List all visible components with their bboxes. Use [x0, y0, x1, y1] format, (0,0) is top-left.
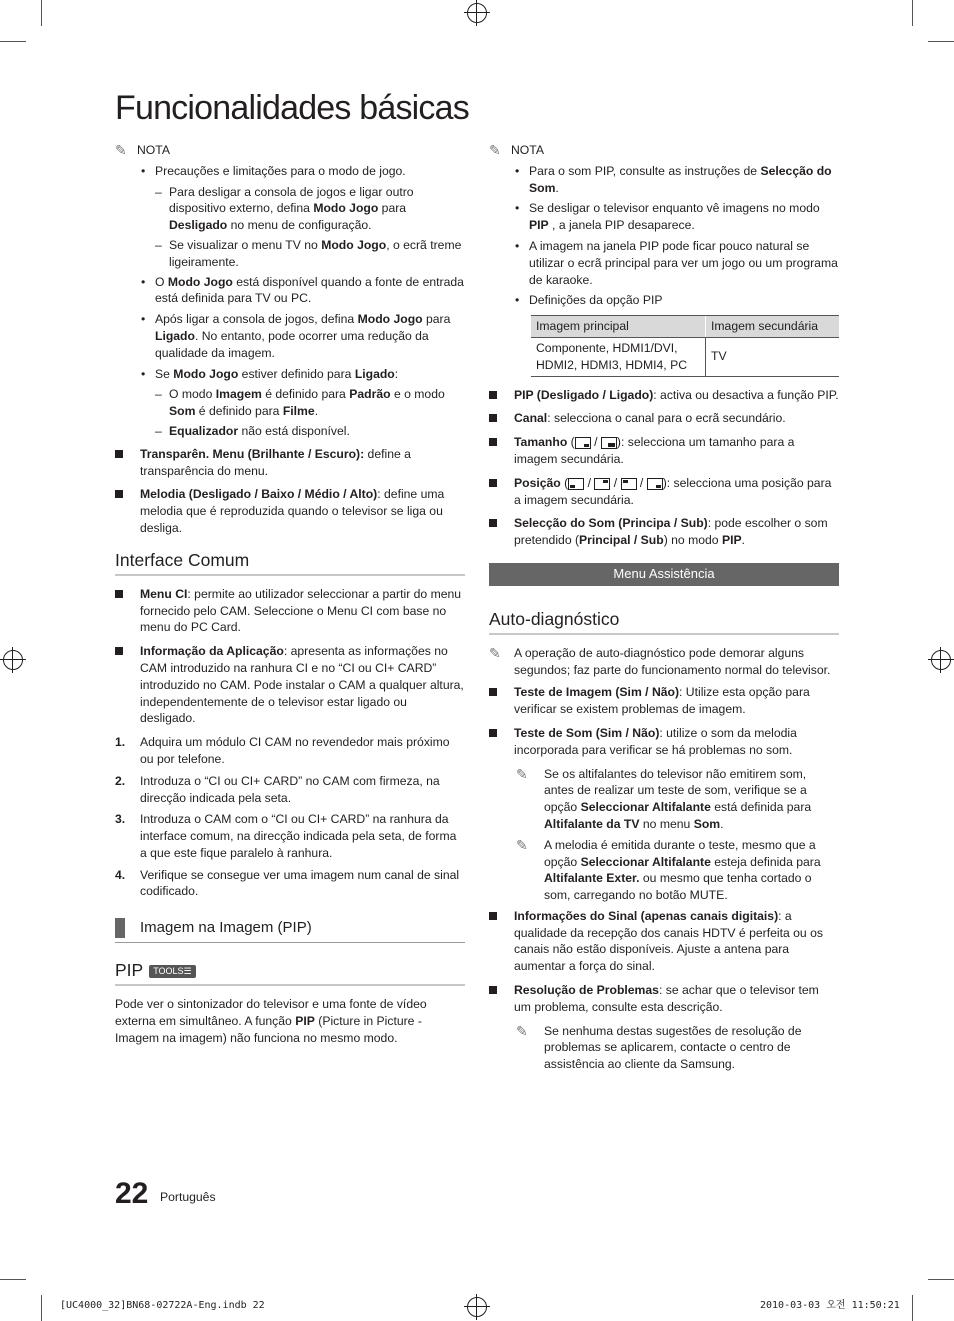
auto-subnote-text: A melodia é emitida durante o teste, mesmo que a opção Seleccionar Altifalante esteja definida para Altifalante Exter. ou mesmo que tenha cortado o som, carregando no botão MUTE.	[544, 837, 821, 903]
pip-item-posicao: Posição ( / / / ): selecciona uma posição para a imagem secundária.	[489, 475, 839, 509]
registration-mark-icon	[931, 650, 951, 670]
auto-item: Teste de Imagem (Sim / Não): Utilize esta opção para verificar se existem problemas de imagem.	[489, 684, 839, 718]
step-text: Adquira um módulo CI CAM no revendedor mais próximo ou por telefone.	[140, 735, 450, 766]
table-cell: Componente, HDMI1/DVI, HDMI2, HDMI3, HDMI4, PC	[531, 337, 706, 376]
interface-item-list	[115, 586, 465, 727]
pip-item-list	[489, 387, 839, 428]
auto-subnote	[489, 837, 839, 904]
pencil-note-icon: ✎	[489, 644, 501, 661]
auto-item: Informações do Sinal (apenas canais digitais): a qualidade da recepção dos canais HDTV é perfeita ou os canais não estão disponíveis. Ajuste a antena para aumentar a força do sinal.	[489, 908, 839, 975]
section-heading-interface-comum: Interface Comum	[115, 549, 465, 576]
step-number: 2.	[115, 773, 126, 788]
table-cell: TV	[706, 337, 840, 376]
crop-mark	[928, 1279, 954, 1280]
note-subitem: – Para desligar a consola de jogos e ligar outro dispositivo externo, defina Modo Jogo para Desligado no menu de configuração.	[115, 184, 465, 234]
note-bullet: • Para o som PIP, consulte as instruções de Selecção do Som.	[489, 163, 839, 197]
pip-item: Canal: selecciona o canal para o ecrã secundário.	[489, 410, 839, 427]
pencil-note-icon: ✎	[516, 836, 528, 853]
tools-badge: TOOLS☰	[149, 965, 195, 978]
auto-subnote	[489, 766, 839, 833]
interface-item: Menu CI: permite ao utilizador seleccionar a partir do menu fornecido pelo CAM. Seleccione o Menu CI com base no menu do PC Card.	[115, 586, 465, 636]
crop-mark	[0, 41, 26, 42]
section-heading-auto-diagnostico: Auto-diagnóstico	[489, 608, 839, 635]
note-label: NOTA	[511, 143, 544, 157]
print-slug-left: [UC4000_32]BN68-02722A-Eng.indb 22	[60, 1300, 265, 1311]
note-bullet: • A imagem na janela PIP pode ficar pouco natural se utilizar o ecrã principal para ver um jogo ou um programa de karaoke.	[489, 238, 839, 288]
print-slug-right: 2010-03-03 오전 11:50:21	[760, 1300, 900, 1311]
step-item	[115, 811, 465, 861]
pip-item-tamanho: Tamanho ( / ): selecciona um tamanho para a imagem secundária.	[489, 434, 839, 468]
menu-item: Transparên. Menu (Brilhante / Escuro): define a transparência do menu.	[115, 446, 465, 480]
step-item	[115, 773, 465, 807]
crop-mark	[0, 1279, 26, 1280]
auto-item-list	[489, 684, 839, 1073]
step-number: 4.	[115, 867, 126, 882]
note-bullet: • Se Modo Jogo estiver definido para Ligado:	[115, 366, 465, 383]
crop-mark	[928, 41, 954, 42]
right-column	[489, 142, 839, 1077]
pencil-note-icon: ✎	[489, 142, 501, 158]
pencil-note-icon: ✎	[516, 765, 528, 782]
step-text: Introduza o CAM com o “CI ou CI+ CARD” na ranhura da interface comum, na direcção indicada pela seta, de forma a que este fique paralelo à ranhura.	[140, 812, 457, 860]
note-label: NOTA	[137, 143, 170, 157]
position-bottom-right-icon	[647, 478, 663, 490]
position-top-right-icon	[594, 478, 610, 490]
pip-settings-table	[531, 315, 839, 376]
note-bullet: • Precauções e limitações para o modo de jogo.	[115, 163, 465, 180]
step-item	[115, 867, 465, 901]
note-bullet: • Se desligar o televisor enquanto vê imagens no modo PIP , a janela PIP desaparece.	[489, 200, 839, 234]
note-bullet: • Após ligar a consola de jogos, defina Modo Jogo para Ligado. No entanto, pode ocorrer uma redução da qualidade da imagem.	[115, 311, 465, 361]
page-number: 22	[115, 1177, 149, 1210]
step-text: Introduza o “CI ou CI+ CARD” no CAM com firmeza, na direcção indicada pela seta.	[140, 773, 440, 805]
pip-item: PIP (Desligado / Ligado): activa ou desactiva a função PIP.	[489, 387, 839, 404]
note-bullet: • Definições da opção PIP	[489, 292, 839, 309]
step-item	[115, 734, 465, 768]
step-number: 1.	[115, 735, 126, 750]
section-heading-pip: Imagem na Imagem (PIP)	[115, 914, 465, 943]
registration-mark-icon	[467, 3, 487, 23]
note-subitem: – O modo Imagem é definido para Padrão e o modo Som é definido para Filme.	[115, 386, 465, 420]
step-list	[115, 734, 465, 900]
size-large-icon	[601, 437, 617, 449]
registration-mark-icon	[467, 1297, 487, 1317]
crop-mark	[912, 0, 913, 26]
auto-item: Resolução de Problemas: se achar que o televisor tem um problema, consulte esta descrição.	[489, 982, 839, 1016]
page-title: Funcionalidades básicas	[115, 89, 469, 127]
size-small-icon	[575, 437, 591, 449]
registration-mark-icon	[3, 650, 23, 670]
table-header: Imagem principal	[531, 316, 706, 338]
note-subitem: – Se visualizar o menu TV no Modo Jogo, o ecrã treme ligeiramente.	[115, 237, 465, 271]
heading-bar	[115, 918, 125, 938]
pencil-note-icon: ✎	[516, 1022, 528, 1039]
note-list	[115, 163, 465, 440]
note-list	[489, 163, 839, 309]
interface-item: Informação da Aplicação: apresenta as informações no CAM introduzido na ranhura CI e no “CI ou CI+ CARD” introduzido no CAM. Pode instalar o CAM a qualquer altura, independentemente de o televisor estar ligado ou desligado.	[115, 643, 465, 727]
crop-mark	[912, 1295, 913, 1321]
pip-description: Pode ver o sintonizador do televisor e uma fonte de vídeo externa em simultâneo. A função PIP (Picture in Picture - Imagem na imagem) não funciona no mesmo modo.	[115, 997, 427, 1045]
auto-item: Teste de Som (Sim / Não): utilize o som da melodia incorporada para verificar se há problemas no som.	[489, 725, 839, 759]
left-column	[115, 142, 465, 1047]
menu-item: Melodia (Desligado / Baixo / Médio / Alto): define uma melodia que é reproduzida quando o televisor se liga ou desliga.	[115, 486, 465, 536]
note-header	[115, 142, 465, 159]
menu-assistencia-banner: Menu Assistência	[489, 563, 839, 586]
position-bottom-left-icon	[568, 478, 584, 490]
position-top-left-icon	[621, 478, 637, 490]
auto-subnote	[489, 1023, 839, 1073]
step-number: 3.	[115, 812, 126, 827]
auto-subnote-text: Se nenhuma destas sugestões de resolução de problemas se aplicarem, contacte o centro de assistência ao cliente da Samsung.	[544, 1023, 802, 1072]
note-subitem: – Equalizador não está disponível.	[115, 423, 465, 440]
pip-heading: PIP TOOLS☰	[115, 959, 465, 986]
menu-item-list	[115, 446, 465, 537]
note-bullet: • O Modo Jogo está disponível quando a fonte de entrada está definida para TV ou PC.	[115, 274, 465, 308]
auto-note: ✎ A operação de auto-diagnóstico pode demorar alguns segundos; faz parte do funcionamento normal do televisor.	[489, 644, 831, 677]
crop-mark	[41, 0, 42, 26]
pip-item-seleccao-som: Selecção do Som (Principa / Sub): pode escolher o som pretendido (Principal / Sub) no modo PIP.	[489, 515, 839, 549]
crop-mark	[41, 1295, 42, 1321]
step-text: Verifique se consegue ver uma imagem num canal de sinal codificado.	[140, 867, 460, 899]
auto-subnote-text: Se os altifalantes do televisor não emitirem som, antes de realizar um teste de som, verifique se a opção Seleccionar Altifalante está definida para Altifalante da TV no menu Som.	[544, 766, 812, 831]
table-header: Imagem secundária	[706, 316, 840, 338]
note-header	[489, 142, 839, 159]
pencil-note-icon: ✎	[115, 142, 127, 158]
page-language: Português	[160, 1190, 216, 1204]
